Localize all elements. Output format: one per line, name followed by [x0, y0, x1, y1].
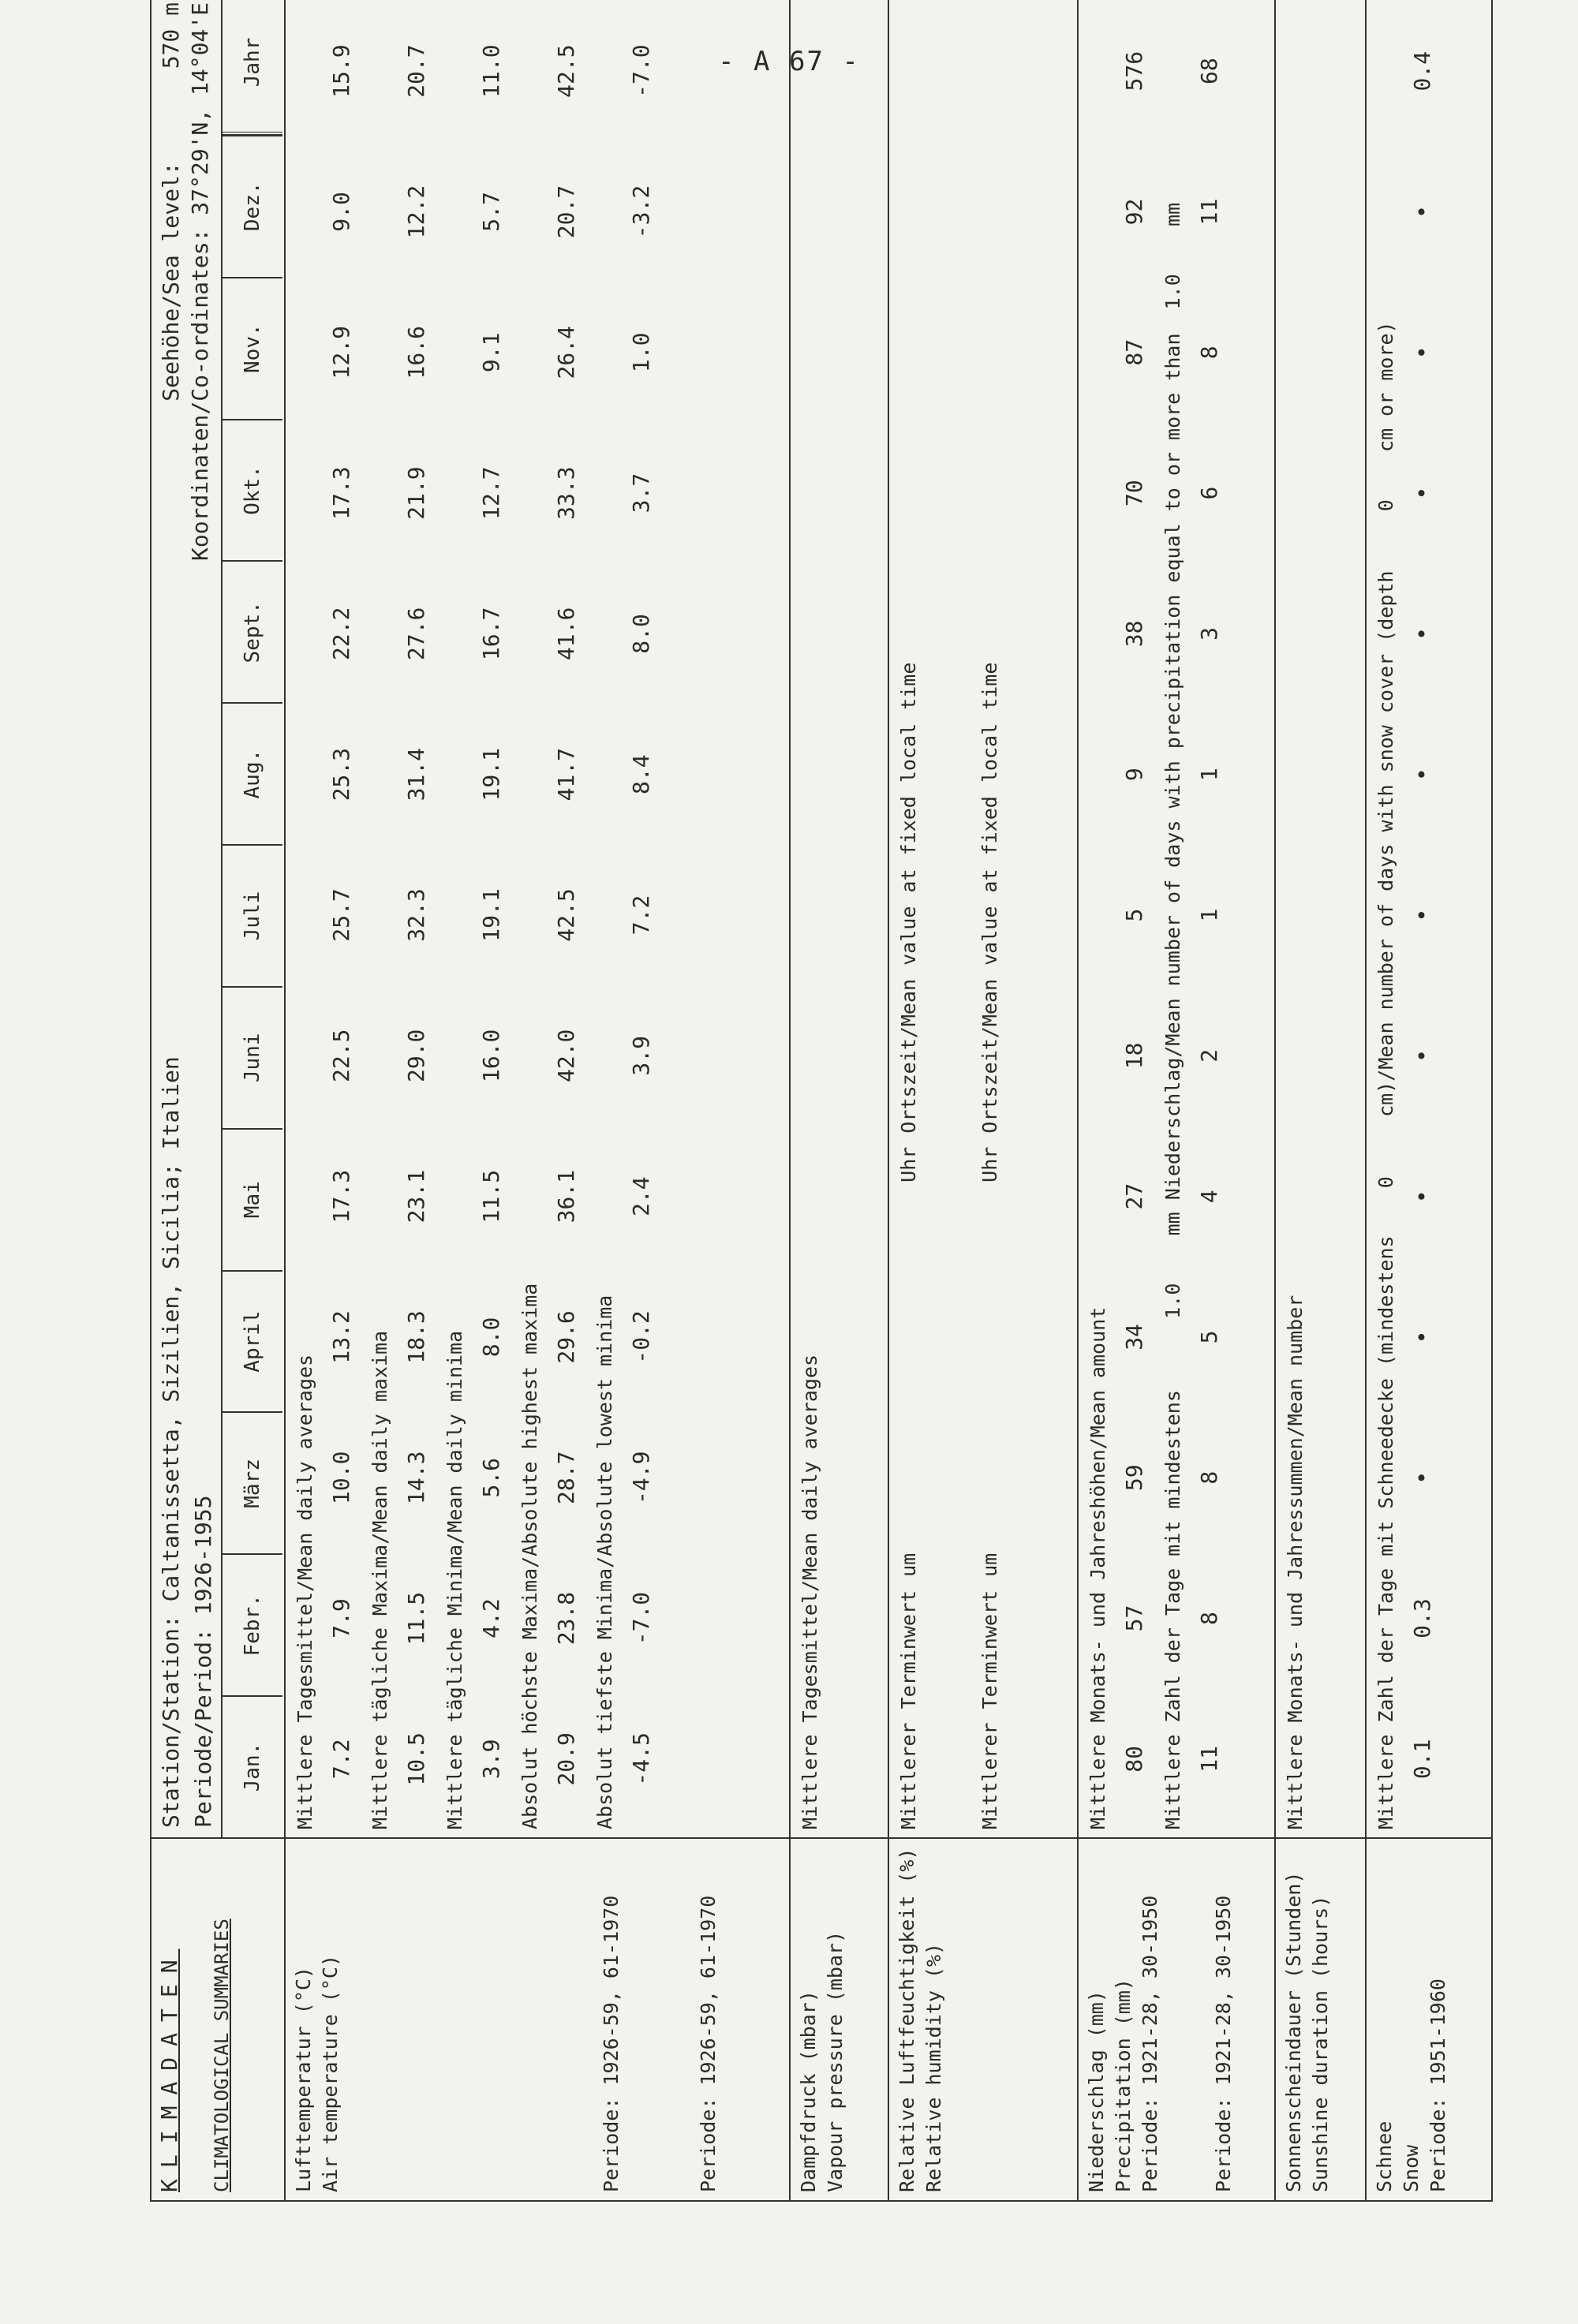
- air-temp-title-5: Absolut tiefste Minima/Absolute lowest minima: [593, 1295, 616, 1829]
- value: 70: [1120, 480, 1147, 506]
- value: 15.9: [327, 44, 354, 98]
- value: 11.5: [477, 1169, 504, 1224]
- value: -4.9: [627, 1451, 654, 1504]
- value: 1.0: [627, 332, 654, 373]
- value: 42.0: [552, 1029, 579, 1083]
- value: 9.1: [477, 332, 504, 373]
- value: 7.2: [627, 895, 654, 936]
- climate-table-rotated: [150, 0, 1491, 2202]
- value: 38: [1120, 620, 1147, 648]
- value: 21.9: [402, 466, 429, 520]
- value: 7.9: [327, 1598, 354, 1638]
- snow-title-e: cm or more): [1374, 321, 1397, 452]
- air-temp-values-3: [466, 1, 515, 1829]
- value: 34: [1120, 1324, 1147, 1351]
- value: 6: [1195, 486, 1222, 500]
- snow-label-de: Schnee: [1373, 2120, 1396, 2192]
- vapour-label-en: Vapour pressure (mbar): [823, 1930, 847, 2192]
- value: 3.9: [627, 1036, 654, 1076]
- precip-period-2: Periode: 1921-28, 30-1950: [1212, 1895, 1236, 2192]
- value: 22.5: [327, 1029, 354, 1083]
- value: 20.7: [552, 185, 579, 239]
- humidity-line-1b: Uhr Ortszeit/Mean value at fixed local time: [897, 662, 920, 1183]
- month-jul: Juli: [222, 844, 282, 986]
- value: 22.2: [327, 607, 354, 661]
- value: 1: [1195, 768, 1222, 782]
- snow-label-en: Snow: [1399, 2144, 1423, 2192]
- value: 41.7: [552, 747, 579, 801]
- value: 59: [1120, 1464, 1147, 1492]
- value: •: [1408, 346, 1435, 360]
- value: 27.6: [402, 607, 429, 661]
- header-row: [151, 0, 285, 2201]
- value: 0.1: [1408, 1739, 1435, 1780]
- month-may: Mai: [222, 1128, 282, 1270]
- month-aug: Aug.: [222, 702, 282, 844]
- air-temp-title-3: Mittlere tägliche Minima/Mean daily minima: [443, 1330, 466, 1829]
- value: 41.6: [552, 607, 579, 661]
- value: •: [1408, 1048, 1435, 1063]
- value: 19.1: [477, 888, 504, 942]
- value: 8.0: [627, 614, 654, 654]
- snow-depth-2: 0: [1374, 499, 1397, 512]
- precip-data-cell: [1078, 0, 1275, 1838]
- humidity-label-en: Relative humidity (%): [922, 1942, 945, 2192]
- month-jan: Jan.: [222, 1695, 282, 1837]
- precip-period-1: Periode: 1921-28, 30-1950: [1138, 1895, 1161, 2192]
- vapour-row: [790, 0, 888, 2201]
- precip-title-1: Mittlere Monats- und Jahreshöhen/Mean amount: [1086, 1306, 1109, 1829]
- value: 576: [1120, 50, 1147, 92]
- left-header-cell: [151, 1838, 285, 2201]
- value: 8: [1195, 1612, 1222, 1625]
- precip-row: [1078, 0, 1275, 2201]
- value: 20.7: [402, 44, 429, 98]
- air-temp-values-2: [391, 1, 440, 1829]
- precip-values-1: [1109, 1, 1158, 1829]
- snow-title: [1371, 1, 1397, 1829]
- value: 57: [1120, 1605, 1147, 1632]
- sea-level-label: Seehöhe/Sea level:: [158, 162, 184, 402]
- precip-label-cell: [1078, 1838, 1275, 2201]
- air-temp-values-5: [616, 1, 665, 1829]
- value: 42.5: [552, 44, 579, 98]
- value: 27: [1120, 1183, 1147, 1210]
- humidity-line-1: [894, 1, 920, 1829]
- value: 26.4: [552, 326, 579, 379]
- value: 11.0: [477, 44, 504, 98]
- month-nov: Nov.: [222, 277, 282, 419]
- snow-period: Periode: 1951-1960: [1426, 1978, 1449, 2192]
- value: 23.1: [402, 1169, 429, 1224]
- coordinates: Koordinaten/Co-ordinates: 37°29'N, 14°04'E: [187, 2, 213, 562]
- humidity-row: [888, 0, 1078, 2201]
- humidity-line-2a: Mittlerer Terminwert um: [978, 1552, 1001, 1829]
- value: 19.1: [477, 747, 504, 801]
- value: 5.7: [477, 192, 504, 232]
- station-period: Periode/Period: 1926-1955: [190, 1495, 216, 1828]
- sunshine-label-cell: [1275, 1838, 1366, 2201]
- value: 1: [1195, 908, 1222, 922]
- month-oct: Okt.: [222, 419, 282, 561]
- month-header: [221, 0, 282, 1837]
- value: 10.5: [402, 1732, 429, 1786]
- value: 29.6: [552, 1310, 579, 1364]
- value: 0.4: [1408, 50, 1435, 92]
- value: 5: [1195, 1330, 1222, 1344]
- snow-data-cell: [1366, 0, 1492, 1838]
- sunshine-title: Mittlere Monats- und Jahressummen/Mean number: [1284, 1295, 1307, 1829]
- sunshine-row: [1275, 0, 1366, 2201]
- value: 10.0: [327, 1451, 354, 1504]
- value: 14.3: [402, 1451, 429, 1504]
- value: 3: [1195, 626, 1222, 641]
- air-temp-values-1: [316, 1, 365, 1829]
- value: •: [1408, 486, 1435, 500]
- precip-title-2c: mm Niederschlag/Mean number of days with precipitation equal to or more than: [1161, 333, 1184, 1236]
- value: 11: [1195, 198, 1222, 226]
- air-temp-period-2: Periode: 1926-59, 61-1970: [697, 1895, 720, 2192]
- value: 29.0: [402, 1029, 429, 1083]
- value: 4.2: [477, 1598, 504, 1638]
- value: 8: [1195, 346, 1222, 360]
- precip-threshold-2: 1.0: [1161, 274, 1184, 310]
- value: 11: [1195, 1746, 1222, 1773]
- value: 68: [1195, 58, 1222, 85]
- value: 12.7: [477, 466, 504, 520]
- sea-level-value: 570 m: [158, 2, 184, 69]
- month-dec: Dez.: [222, 135, 282, 277]
- value: •: [1408, 1190, 1435, 1204]
- snow-depth-1: 0: [1374, 1176, 1397, 1189]
- value: 18.3: [402, 1310, 429, 1364]
- value: 23.8: [552, 1591, 579, 1646]
- value: -0.2: [627, 1310, 654, 1364]
- snow-values: [1397, 1, 1446, 1829]
- value: 7.2: [327, 1739, 354, 1780]
- value: -7.0: [627, 1591, 654, 1646]
- value: 33.3: [552, 466, 579, 520]
- month-jun: Juni: [222, 986, 282, 1128]
- precip-threshold-1: 1.0: [1161, 1283, 1184, 1319]
- precip-values-2: [1184, 1, 1233, 1829]
- value: •: [1408, 626, 1435, 641]
- air-temp-row: [285, 0, 790, 2201]
- vapour-label-de: Dampfdruck (mbar): [797, 1990, 820, 2192]
- value: 9: [1120, 768, 1147, 782]
- snow-row: [1366, 0, 1492, 2201]
- value: 17.3: [327, 466, 354, 520]
- value: 3.9: [477, 1739, 504, 1780]
- humidity-label-de: Relative Luftfeuchtigkeit (%): [896, 1848, 918, 2192]
- value: 12.9: [327, 326, 354, 379]
- air-temp-title-1: Mittlere Tagesmittel/Mean daily averages: [294, 1354, 316, 1829]
- air-temp-period-1: Periode: 1926-59, 61-1970: [599, 1895, 623, 2192]
- air-temp-data-cell: [285, 0, 790, 1838]
- snow-title-a: Mittlere Zahl der Tage mit Schneedecke (mindestens: [1374, 1235, 1397, 1829]
- month-year: Jahr: [222, 0, 282, 135]
- value: 20.9: [552, 1732, 579, 1786]
- value: 18: [1120, 1042, 1147, 1070]
- value: •: [1408, 1470, 1435, 1485]
- air-temp-title-2: Mittlere tägliche Maxima/Mean daily maxima: [368, 1330, 391, 1829]
- value: 16.6: [402, 326, 429, 379]
- sunshine-label-en: Sunshine duration (hours): [1308, 1895, 1332, 2192]
- value: 11.5: [402, 1591, 429, 1646]
- precip-label-de: Niederschlag (mm): [1085, 1990, 1108, 2192]
- vapour-label-cell: [790, 1838, 888, 2201]
- air-temp-label-cell: [285, 1838, 790, 2201]
- month-feb: Febr.: [222, 1553, 282, 1695]
- value: 36.1: [552, 1169, 579, 1224]
- value: 80: [1120, 1746, 1147, 1773]
- value: 5: [1120, 908, 1147, 922]
- sunshine-data-cell: [1275, 0, 1366, 1838]
- value: •: [1408, 1330, 1435, 1344]
- humidity-line-1a: Mittlerer Terminwert um: [897, 1552, 920, 1829]
- climate-table: [150, 0, 1493, 2202]
- value: 5.6: [477, 1457, 504, 1498]
- left-header-title: KLIMADATEN: [156, 1948, 182, 2192]
- value: 2.4: [627, 1176, 654, 1216]
- precip-title-2: [1158, 1, 1184, 1829]
- value: •: [1408, 768, 1435, 782]
- station-header-cell: [151, 0, 285, 1838]
- vapour-data-cell: [790, 0, 888, 1838]
- value: 16.0: [477, 1029, 504, 1083]
- air-temp-title-4: Absolut höchste Maxima/Absolute highest maxima: [518, 1283, 541, 1829]
- month-apr: April: [222, 1270, 282, 1412]
- value: 0.3: [1408, 1598, 1435, 1638]
- value: 4: [1195, 1190, 1222, 1204]
- value: 9.0: [327, 192, 354, 232]
- value: 32.3: [402, 888, 429, 942]
- value: 2: [1195, 1048, 1222, 1063]
- left-header-subtitle: CLIMATOLOGICAL SUMMARIES: [211, 1919, 233, 2192]
- value: 25.3: [327, 747, 354, 801]
- precip-title-2a: Mittlere Zahl der Tage mit mindestens: [1161, 1390, 1184, 1829]
- humidity-line-2b: Uhr Ortszeit/Mean value at fixed local time: [978, 662, 1001, 1183]
- value: 8: [1195, 1470, 1222, 1485]
- vapour-title: Mittlere Tagesmittel/Mean daily averages: [798, 1354, 821, 1829]
- value: 8.0: [477, 1317, 504, 1358]
- precip-label-en: Precipitation (mm): [1111, 1978, 1135, 2192]
- humidity-line-2: [975, 1, 1001, 1829]
- snow-label-cell: [1366, 1838, 1492, 2201]
- sunshine-label-de: Sonnenscheindauer (Stunden): [1282, 1871, 1305, 2192]
- value: 87: [1120, 338, 1147, 366]
- value: 12.2: [402, 185, 429, 239]
- page-number: - A 67 -: [718, 46, 860, 77]
- value: 42.5: [552, 888, 579, 942]
- month-mar: März: [222, 1411, 282, 1553]
- value: 16.7: [477, 607, 504, 661]
- value: •: [1408, 205, 1435, 219]
- value: -3.2: [627, 185, 654, 239]
- value: -4.5: [627, 1732, 654, 1786]
- value: 92: [1120, 198, 1147, 226]
- air-temp-label-de: Lufttemperatur (°C): [292, 1967, 315, 2192]
- month-sep: Sept.: [222, 560, 282, 702]
- station-line: Station/Station: Caltanissetta, Sizilien, Sicilia; Italien: [158, 1056, 184, 1828]
- precip-title-2e: mm: [1161, 202, 1184, 227]
- value: •: [1408, 908, 1435, 922]
- value: 17.3: [327, 1169, 354, 1224]
- value: 31.4: [402, 747, 429, 801]
- value: 13.2: [327, 1310, 354, 1364]
- air-temp-values-4: [541, 1, 590, 1829]
- humidity-data-cell: [888, 0, 1078, 1838]
- value: 3.7: [627, 473, 654, 514]
- air-temp-label-en: Air temperature (°C): [318, 1954, 342, 2192]
- value: 8.4: [627, 754, 654, 794]
- value: 25.7: [327, 888, 354, 942]
- value: 28.7: [552, 1451, 579, 1504]
- humidity-label-cell: [888, 1838, 1078, 2201]
- snow-title-c: cm)/Mean number of days with snow cover (depth: [1374, 570, 1397, 1117]
- value: -7.0: [627, 44, 654, 98]
